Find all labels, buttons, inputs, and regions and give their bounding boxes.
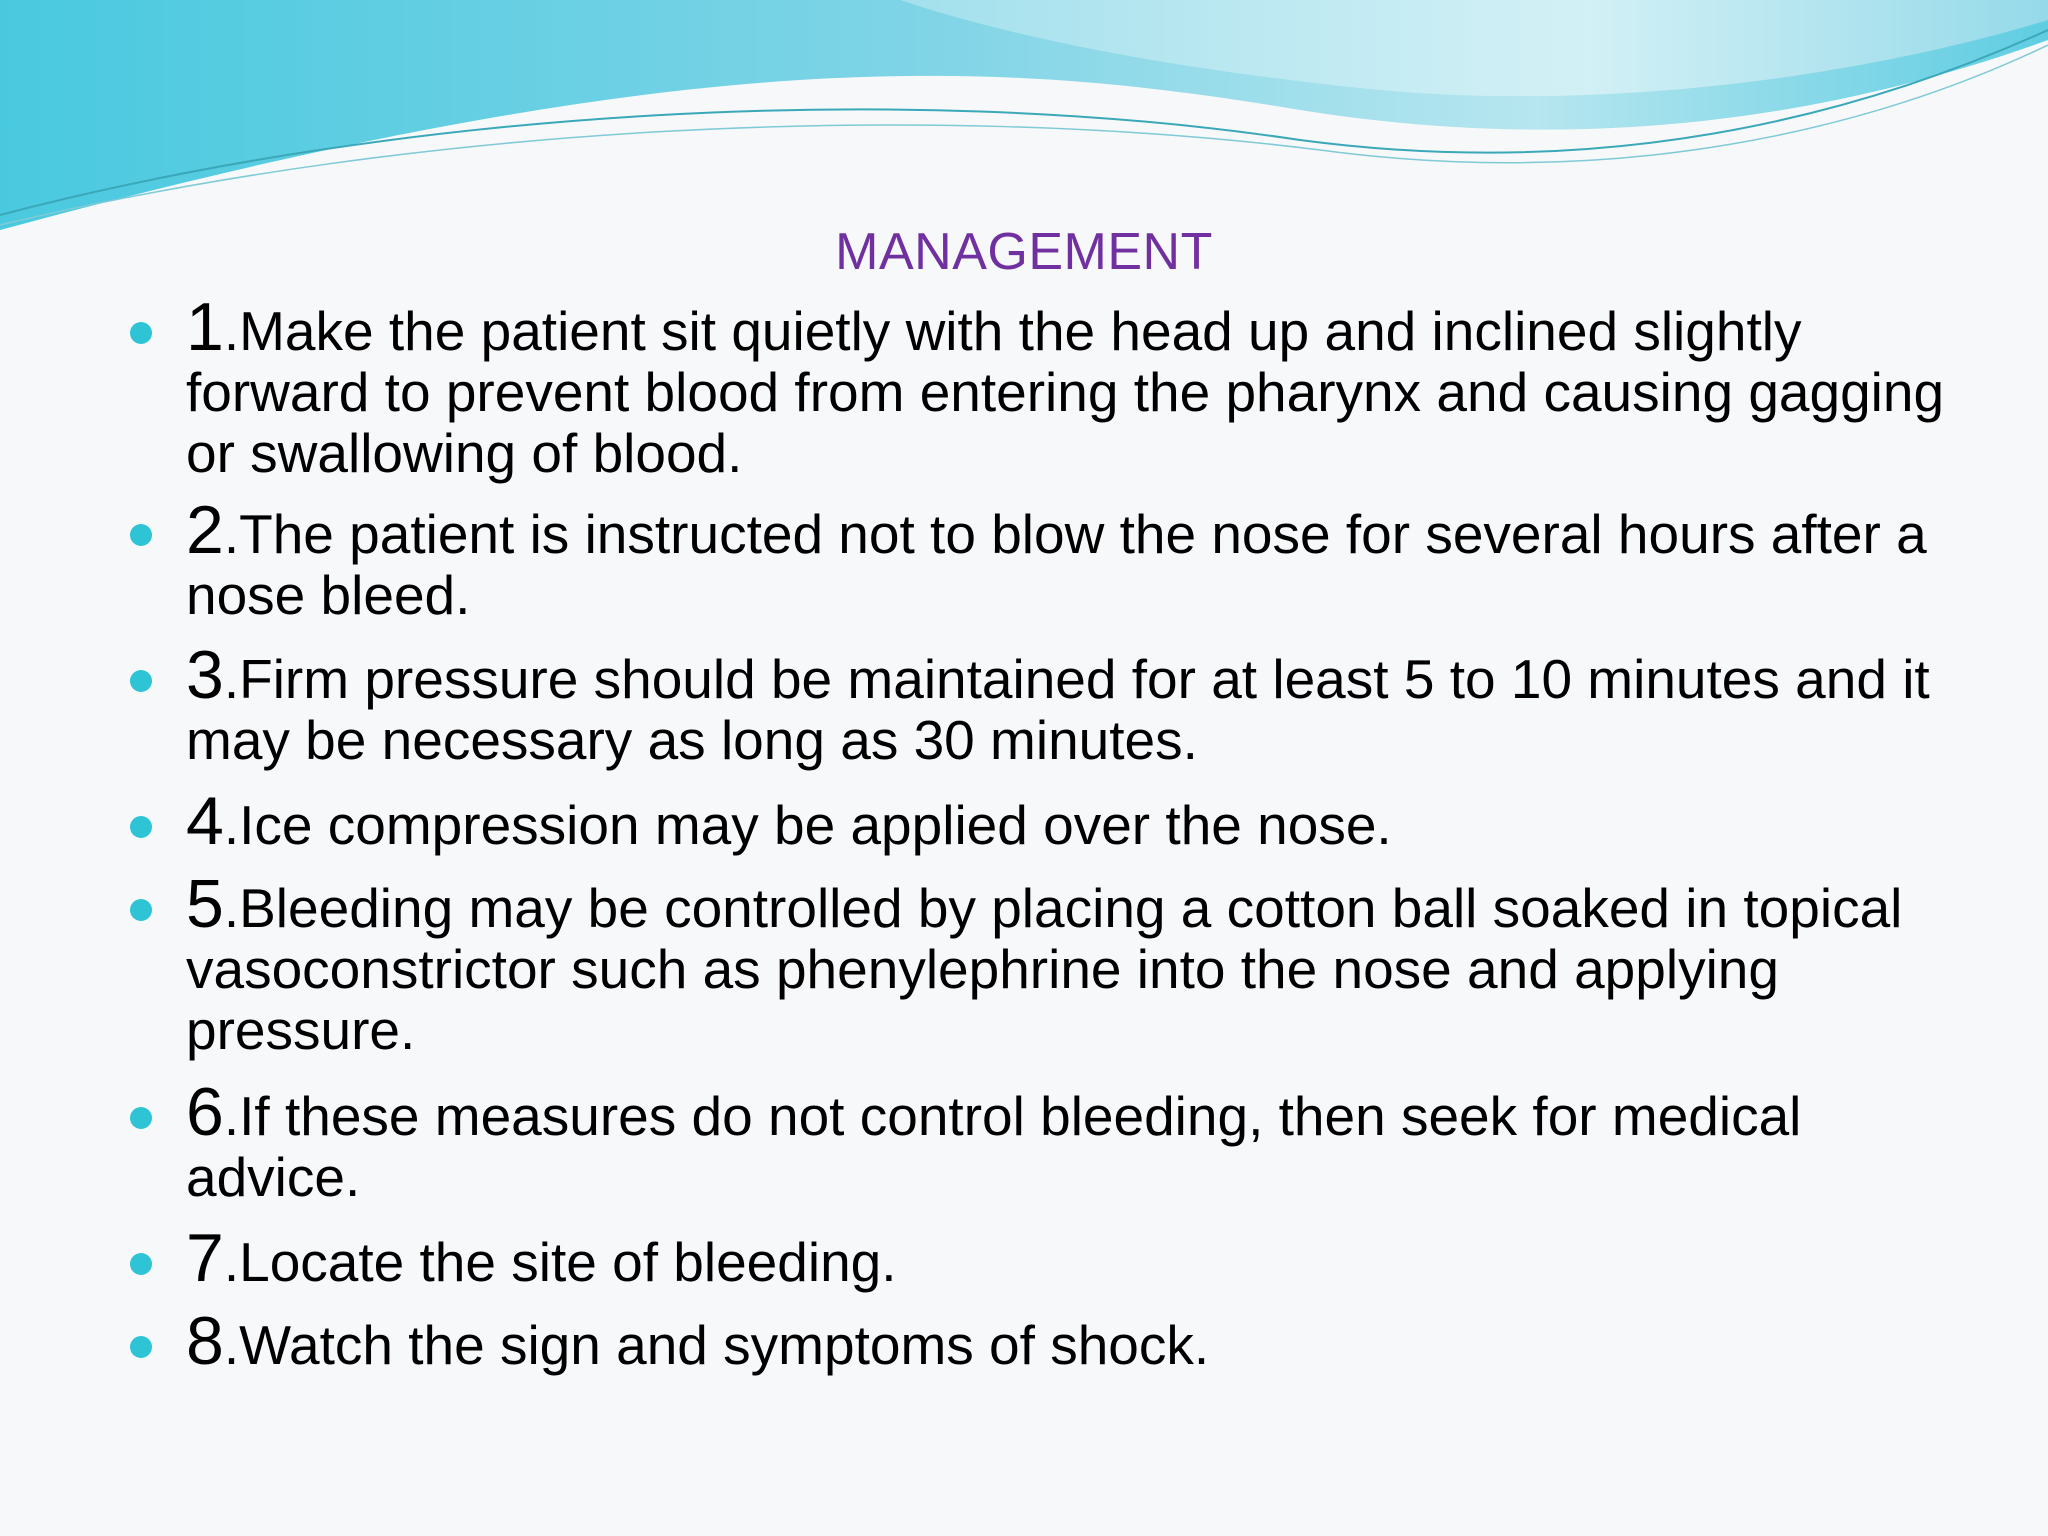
list-item-number: 1	[186, 289, 224, 365]
list-item-number: 3	[186, 637, 224, 713]
list-item-number: 2	[186, 492, 224, 568]
bullet-icon	[130, 670, 152, 692]
list-item-text	[186, 637, 1946, 771]
list-item-body: .If these measures do not control bleeding, then seek for medical advice.	[186, 1085, 1802, 1208]
bullet-icon	[130, 524, 152, 546]
bullet-icon	[130, 1107, 152, 1129]
list-item-text	[186, 783, 1946, 859]
bullet-icon	[130, 1253, 152, 1275]
bullet-icon	[130, 816, 152, 838]
list-item-body: .Bleeding may be controlled by placing a cotton ball soaked in topical vasoconstrictor such as phenylephrine into the nose and applying pressure.	[186, 877, 1903, 1061]
list-item-text	[186, 289, 1946, 484]
list-item-text	[186, 1303, 1946, 1379]
list-item-number: 7	[186, 1220, 224, 1296]
list-item-body: .Ice compression may be applied over the nose.	[223, 794, 1392, 856]
list-item-body: .Locate the site of bleeding.	[223, 1231, 897, 1293]
slide-title: MANAGEMENT	[835, 223, 1213, 281]
list-item-body: .Make the patient sit quietly with the head up and inclined slightly forward to prevent blood from entering the pharynx and causing gagging or swallowing of blood.	[186, 300, 1945, 484]
list-item-text	[186, 866, 1946, 1061]
list-item-number: 5	[186, 866, 224, 942]
list-item-body: .The patient is instructed not to blow the nose for several hours after a nose bleed.	[186, 503, 1927, 626]
list-item-number: 8	[186, 1303, 224, 1379]
list-item-text	[186, 1220, 1946, 1296]
bullet-icon	[130, 322, 152, 344]
list-item-number: 6	[186, 1074, 224, 1150]
list-item-number: 4	[186, 783, 224, 859]
list-item-text	[186, 1074, 1946, 1208]
list-item-body: .Firm pressure should be maintained for at least 5 to 10 minutes and it may be necessary as long as 30 minutes.	[186, 648, 1930, 771]
bullet-icon	[130, 899, 152, 921]
list-item-body: .Watch the sign and symptoms of shock.	[223, 1314, 1210, 1376]
bullet-icon	[130, 1336, 152, 1358]
list-item-text	[186, 492, 1946, 626]
